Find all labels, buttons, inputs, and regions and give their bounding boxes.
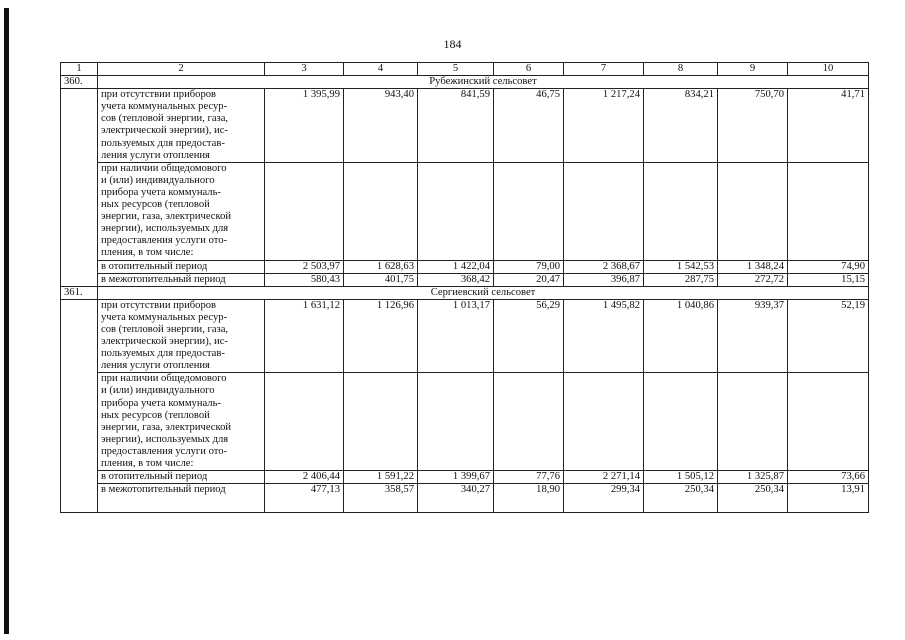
table-row bbox=[61, 484, 869, 513]
value-cell: 77,76 bbox=[494, 471, 564, 484]
page-number: 184 bbox=[443, 37, 462, 51]
value-cell: 943,40 bbox=[344, 89, 418, 163]
column-number: 4 bbox=[344, 63, 418, 76]
value-cell: 2 271,14 bbox=[564, 471, 644, 484]
table-row bbox=[61, 273, 869, 286]
value-cell: 74,90 bbox=[788, 260, 869, 273]
value-cell: 1 422,04 bbox=[418, 260, 494, 273]
column-number: 1 bbox=[61, 63, 98, 76]
section-title: Сергиевский сельсовет bbox=[98, 286, 869, 299]
table-row bbox=[61, 471, 869, 484]
value-cell: 1 399,67 bbox=[418, 471, 494, 484]
section-header-row bbox=[61, 286, 869, 299]
row-description: при наличии общедомового и (или) индивидуального прибора учета коммуналь- ных ресурсов (тепловой энергии, газа, электрической энергии), используемых для предоставления услуги ото- пления, в том числе: bbox=[98, 373, 265, 471]
value-cell: 1 348,24 bbox=[718, 260, 788, 273]
column-number: 7 bbox=[564, 63, 644, 76]
value-cell: 2 503,97 bbox=[265, 260, 344, 273]
column-number: 2 bbox=[98, 63, 265, 76]
row-description: в межотопительный период bbox=[98, 484, 265, 513]
section-header-row bbox=[61, 76, 869, 89]
value-cell: 73,66 bbox=[788, 471, 869, 484]
section-title: Рубежинский сельсовет bbox=[98, 76, 869, 89]
value-cell: 841,59 bbox=[418, 89, 494, 163]
value-cell: 750,70 bbox=[718, 89, 788, 163]
value-cell: 1 395,99 bbox=[265, 89, 344, 163]
value-cell bbox=[564, 373, 644, 471]
value-cell bbox=[265, 162, 344, 260]
value-cell: 1 126,96 bbox=[344, 299, 418, 373]
value-cell: 250,34 bbox=[718, 484, 788, 513]
table-row bbox=[61, 89, 869, 163]
value-cell: 250,34 bbox=[644, 484, 718, 513]
table-row bbox=[61, 373, 869, 471]
value-cell bbox=[644, 162, 718, 260]
value-cell: 580,43 bbox=[265, 273, 344, 286]
value-cell bbox=[344, 162, 418, 260]
column-number: 5 bbox=[418, 63, 494, 76]
value-cell: 272,72 bbox=[718, 273, 788, 286]
value-cell bbox=[564, 162, 644, 260]
value-cell: 13,91 bbox=[788, 484, 869, 513]
value-cell: 401,75 bbox=[344, 273, 418, 286]
value-cell: 939,37 bbox=[718, 299, 788, 373]
value-cell: 1 013,17 bbox=[418, 299, 494, 373]
row-description: в межотопительный период bbox=[98, 273, 265, 286]
value-cell: 396,87 bbox=[564, 273, 644, 286]
value-cell bbox=[788, 162, 869, 260]
value-cell: 1 325,87 bbox=[718, 471, 788, 484]
value-cell bbox=[494, 162, 564, 260]
column-number: 9 bbox=[718, 63, 788, 76]
value-cell bbox=[265, 373, 344, 471]
value-cell: 1 628,63 bbox=[344, 260, 418, 273]
row-description: при наличии общедомового и (или) индивидуального прибора учета коммуналь- ных ресурсов (тепловой энергии, газа, электрической энергии), используемых для предоставления услуги ото- пления, в том числе: bbox=[98, 162, 265, 260]
value-cell bbox=[418, 162, 494, 260]
value-cell: 2 368,67 bbox=[564, 260, 644, 273]
column-number: 3 bbox=[265, 63, 344, 76]
value-cell bbox=[418, 373, 494, 471]
value-cell bbox=[644, 373, 718, 471]
value-cell: 287,75 bbox=[644, 273, 718, 286]
value-cell: 1 631,12 bbox=[265, 299, 344, 373]
left-binding-bar bbox=[4, 8, 9, 634]
value-cell: 18,90 bbox=[494, 484, 564, 513]
table-row bbox=[61, 162, 869, 260]
value-cell: 52,19 bbox=[788, 299, 869, 373]
column-number: 10 bbox=[788, 63, 869, 76]
value-cell: 834,21 bbox=[644, 89, 718, 163]
tariff-table bbox=[60, 62, 869, 513]
column-number: 8 bbox=[644, 63, 718, 76]
value-cell: 41,71 bbox=[788, 89, 869, 163]
value-cell: 79,00 bbox=[494, 260, 564, 273]
value-cell: 477,13 bbox=[265, 484, 344, 513]
value-cell bbox=[788, 373, 869, 471]
row-description: в отопительный период bbox=[98, 471, 265, 484]
value-cell: 20,47 bbox=[494, 273, 564, 286]
table-row bbox=[61, 299, 869, 373]
value-cell bbox=[344, 373, 418, 471]
value-cell: 1 505,12 bbox=[644, 471, 718, 484]
value-cell: 1 217,24 bbox=[564, 89, 644, 163]
table-row bbox=[61, 260, 869, 273]
value-cell: 358,57 bbox=[344, 484, 418, 513]
column-number: 6 bbox=[494, 63, 564, 76]
value-cell: 1 542,53 bbox=[644, 260, 718, 273]
column-number-row bbox=[61, 63, 869, 76]
index-cell-empty bbox=[61, 89, 98, 287]
index-cell-empty bbox=[61, 299, 98, 512]
value-cell: 299,34 bbox=[564, 484, 644, 513]
section-index: 360. bbox=[61, 76, 98, 89]
value-cell: 15,15 bbox=[788, 273, 869, 286]
value-cell: 56,29 bbox=[494, 299, 564, 373]
value-cell bbox=[718, 162, 788, 260]
value-cell: 368,42 bbox=[418, 273, 494, 286]
value-cell: 340,27 bbox=[418, 484, 494, 513]
row-description: в отопительный период bbox=[98, 260, 265, 273]
row-description: при отсутствии приборов учета коммунальных ресур- сов (тепловой энергии, газа, электрической энергии), ис- пользуемых для предостав- ления услуги отопления bbox=[98, 89, 265, 163]
value-cell: 2 406,44 bbox=[265, 471, 344, 484]
value-cell: 46,75 bbox=[494, 89, 564, 163]
value-cell bbox=[494, 373, 564, 471]
value-cell: 1 591,22 bbox=[344, 471, 418, 484]
value-cell: 1 495,82 bbox=[564, 299, 644, 373]
row-description: при отсутствии приборов учета коммунальных ресур- сов (тепловой энергии, газа, электрической энергии), ис- пользуемых для предостав- ления услуги отопления bbox=[98, 299, 265, 373]
value-cell bbox=[718, 373, 788, 471]
section-index: 361. bbox=[61, 286, 98, 299]
value-cell: 1 040,86 bbox=[644, 299, 718, 373]
